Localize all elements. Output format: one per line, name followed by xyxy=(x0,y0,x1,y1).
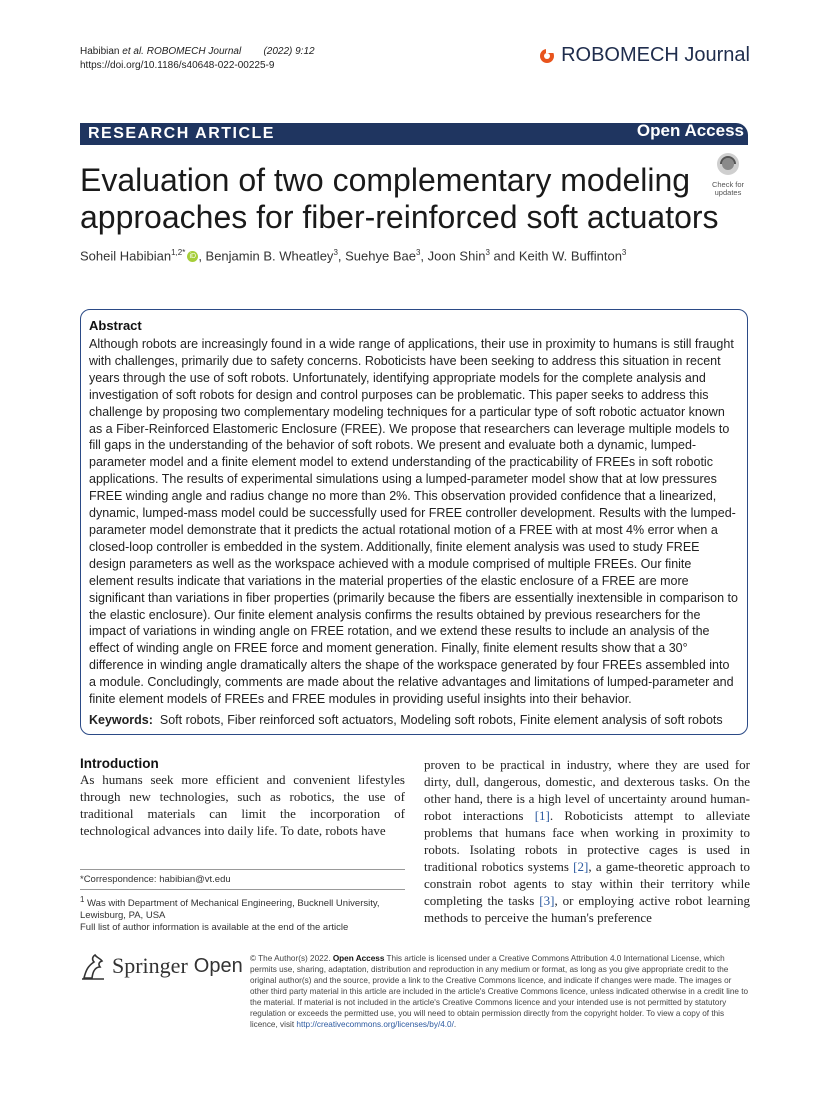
author-name: , Suehye Bae xyxy=(337,248,416,264)
check-for-updates-badge[interactable] xyxy=(706,152,750,197)
journal-name: ROBOMECH Journal xyxy=(561,44,750,66)
open-access-label: Open Access xyxy=(636,121,744,140)
introduction-left-text: As humans seek more efficient and convenient lifestyles through new technologies, such as robotics, the use of traditional materials can limit the incorporation of technological advances into daily life. To date, robots have xyxy=(80,772,405,838)
abstract-text: Although robots are increasingly found in a wide range of applications, their use in proximity to humans is still fraught with challenges, primarily due to safety concerns. Roboticists have been seeking to address this situation in recent years through the use of soft robots. Unfortunately, identifying appropriate models for the complete analysis and investigation of soft robots for design and control purposes can be problematic. This paper seeks to address this challenge by proposing two complementary modeling techniques for a particular type of soft robotic actuator known as a Fiber-Reinforced Elastomeric Enclosure (FREE). We propose that researchers can leverage multiple models to fill gaps in the understanding of the behavior of soft robots. We present and evaluate both a dynamic, lumped-parameter model and a finite element model to extend understanding of the practicability of FREEs in soft robotic applications. The results of experimental simulations using a lumped-parameter model show that at low pressures FREE winding angle and radius change no more than 2%. This observation provided confidence that a linearized, dynamic, lumped-mass model could be successfully used for FREE controller development. Results with the lumped-parameter model demonstrate that it predicts the actual rotational motion of a FREE with at most 4% error when a closed-loop controller is embedded in the system. Additionally, finite element analysis was used to study FREE design parameters as well as the workspace achieved with a module comprised of multiple FREEs. Our finite element results indicate that variations in the material properties of the elastic enclosure of a FREE are more significant than variations in fiber properties (primarily because the fibers are essentially inextensible in comparison to the elastic enclosure). Our finite element analysis confirms the results obtained by previous researchers for the impact of variations in winding angle on FREE rotation, and we extend these results to include an analysis of the effect of winding angle on FREE force and moment generation. Finally, finite element results show that a 30° difference in winding angle dramatically alters the shape of the workspace generated by four FREEs assembled into a module. Concludingly, comments are made about the relative advantages and limitations of lumped-parameter and finite element models of FREEs and FREE modules in providing useful insights into their behavior. xyxy=(89,337,738,707)
affiliation-note: $^1$ Was with Department of Mechanical Engineering, Bucknell University, Lewisburg, PA, USA Full list of author information is available at the end of the article xyxy=(80,895,380,934)
author-name: , Benjamin B. Wheatley xyxy=(198,248,334,264)
article-type-label: RESEARCH ARTICLE xyxy=(88,125,275,142)
keywords-label: Keywords: xyxy=(89,712,153,727)
publisher-logo xyxy=(80,952,243,980)
doi-link[interactable]: https://doi.org/10.1186/s40648-022-00225-9 xyxy=(80,60,275,71)
article-type-banner xyxy=(80,123,748,145)
abstract-heading: Abstract xyxy=(89,318,142,333)
check-updates-line1: Check for xyxy=(711,180,745,189)
journal-logo xyxy=(539,44,750,67)
citation-ref-2[interactable]: [2] xyxy=(573,859,589,874)
license-text: © The Author(s) 2022. Open Access This article is licensed under a Creative Commons Attribution 4.0 International License, which permits use, sharing, adaptation, distribution and reproduction in any medium or format, as long as you give appropriate credit to the original author(s) and the source, provide a link to the Creative Commons licence, and indicate if changes were made. The images or other third party material in this article are included in the article's Creative Commons licence, unless indicated otherwise in a credit line to the material. If material is not included in the article's Creative Commons licence and your intended use is not permitted by statutory regulation or exceeds the permitted use, you will need to obtain permission directly from the copyright holder. To view a copy of this licence, visit http://creativecommons.org/licenses/by/4.0/. xyxy=(250,954,749,1029)
springer-horse-icon xyxy=(80,952,106,980)
introduction-right-text: proven to be practical in industry, where they are used for dirty, dull, dangerous, domestic, and dexterous tasks. On the other hand, there is a high level of uncertainty around human-robot interactions [1]. Roboticists attempt to alleviate problems that humans face when working in proximity to robots. Isolating robots in protective cages is used in traditional robotics systems [2], a game-theoretic approach to constrain robot agents to stay within their territory while completing the tasks [3], or employing active robot learning methods to perceive the human's preference xyxy=(424,757,750,925)
keywords xyxy=(89,712,739,729)
author-list: Soheil Habibian$^{1,2*}$ iD , Benjamin B. Wheatley$^3$, Suehye Bae$^3$, Joon Shin$^3$ and Keith W. Buffinton$^3$ xyxy=(80,248,627,264)
check-updates-icon xyxy=(716,152,740,176)
citation-line-1: Habibian et al. ROBOMECH Journal (2022) 9:12 xyxy=(80,46,315,57)
introduction-heading: Introduction xyxy=(80,756,159,771)
left-column xyxy=(80,756,405,839)
author-name: Soheil Habibian xyxy=(80,248,172,264)
abstract-box xyxy=(80,309,748,735)
journal-mark-icon xyxy=(539,48,555,64)
author-name: and Keith W. Buffinton xyxy=(489,248,622,264)
correspondence-note: *Correspondence: habibian@vt.edu xyxy=(80,874,231,885)
license-link[interactable]: http://creativecommons.org/licenses/by/4.0/ xyxy=(296,1020,454,1029)
citation-ref-1[interactable]: [1] xyxy=(534,808,550,823)
footnote-divider xyxy=(80,889,405,890)
publisher-name-open: Open xyxy=(193,954,243,977)
check-updates-line2: updates xyxy=(714,188,742,197)
footnote-divider xyxy=(80,869,405,870)
citation-ref-3[interactable]: [3] xyxy=(539,893,555,908)
citation-header xyxy=(80,45,315,73)
keywords-list: Soft robots, Fiber reinforced soft actuators, Modeling soft robots, Finite element analysis of soft robots xyxy=(159,712,723,727)
orcid-icon[interactable]: iD xyxy=(187,251,198,262)
publisher-name-springer: Springer xyxy=(112,953,188,978)
author-name: , Joon Shin xyxy=(420,248,486,264)
right-column xyxy=(424,756,750,926)
article-title: Evaluation of two complementary modeling approaches for fiber-reinforced soft actuators xyxy=(80,162,719,235)
